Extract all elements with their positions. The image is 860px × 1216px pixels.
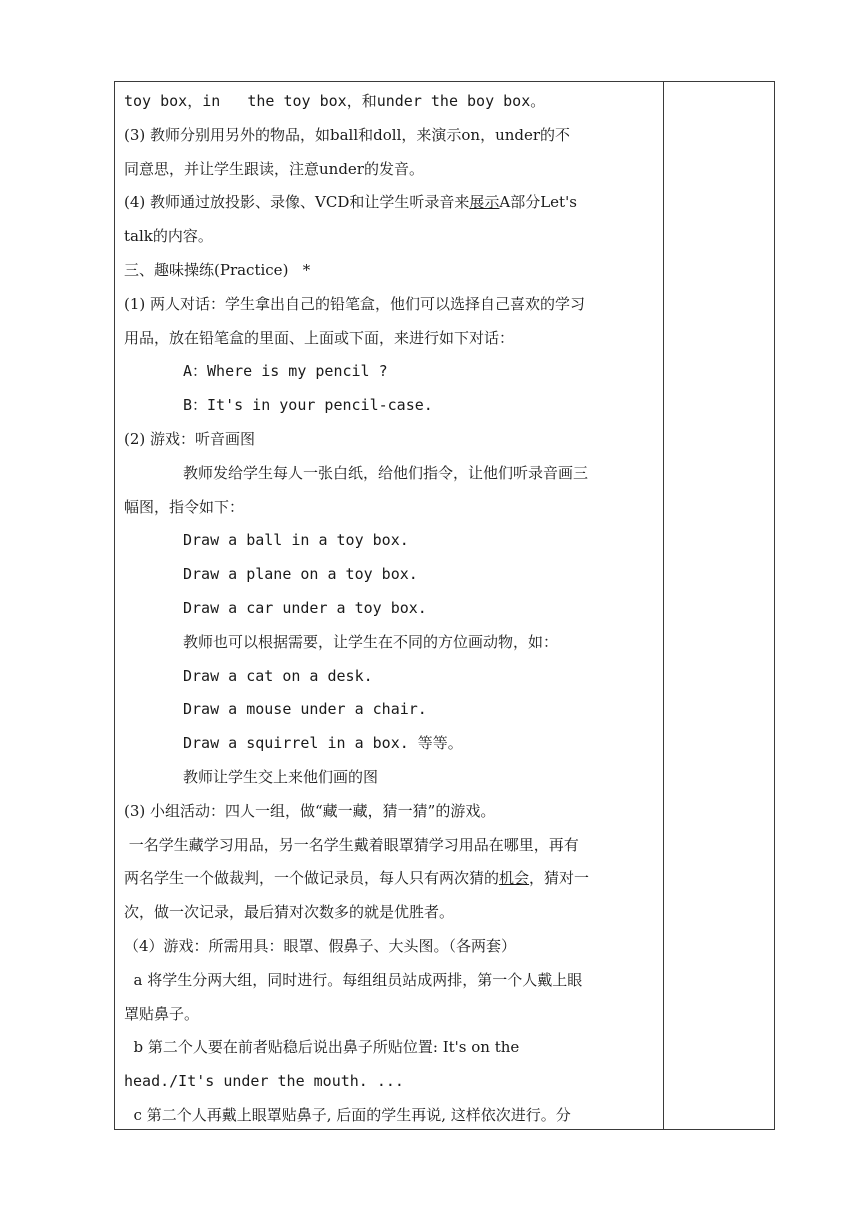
text-segment: A部分Let's <box>499 193 577 212</box>
text-line: c 第二个人再戴上眼罩贴鼻子, 后面的学生再说, 这样依次进行。分 <box>124 1105 571 1124</box>
column-divider <box>663 82 664 1129</box>
text-line: 教师让学生交上来他们画的图 <box>183 767 379 786</box>
text-line: talk的内容。 <box>124 227 213 246</box>
text-line: (3) 教师分别用另外的物品，如ball和doll，来演示on，under的不 <box>124 125 571 144</box>
text-line <box>124 186 656 220</box>
section-heading: 三、趣味操练(Practice) * <box>124 260 311 279</box>
instruction-line: Draw a squirrel in a box. 等等。 <box>183 734 463 753</box>
text-line <box>124 862 656 896</box>
text-line: b 第二个人要在前者贴稳后说出鼻子所贴位置: It's on the <box>124 1038 520 1057</box>
dialogue-line: A：Where is my pencil ? <box>183 362 388 381</box>
lesson-plan-table <box>114 81 775 1130</box>
text-line: a 将学生分两大组，同时进行。每组组员站成两排，第一个人戴上眼 <box>124 970 583 989</box>
instruction-line: Draw a cat on a desk. <box>183 666 373 685</box>
text-line: (1) 两人对话：学生拿出自己的铅笔盒，他们可以选择自己喜欢的学习 <box>124 294 586 313</box>
instruction-line: Draw a ball in a toy box. <box>183 531 409 550</box>
text-line: 一名学生藏学习用品，另一名学生戴着眼罩猜学习用品在哪里，再有 <box>124 835 579 854</box>
text-line: （4）游戏：所需用具：眼罩、假鼻子、大头图。（各两套） <box>124 936 517 955</box>
text-segment: (4) 教师通过放投影、录像、VCD和让学生听录音来 <box>124 193 470 212</box>
text-line: 教师发给学生每人一张白纸，给他们指令，让他们听录音画三 <box>183 463 589 482</box>
text-line: 幅图，指令如下： <box>124 497 245 516</box>
text-line: (2) 游戏：听音画图 <box>124 429 256 448</box>
text-line: 次，做一次记录，最后猜对次数多的就是优胜者。 <box>124 903 455 922</box>
text-line: 用品，放在铅笔盒的里面、上面或下面，来进行如下对话： <box>124 328 515 347</box>
instruction-line: Draw a plane on a toy box. <box>183 565 418 584</box>
text-segment: ，猜对一 <box>529 869 590 888</box>
text-line: toy box，in the toy box，和under the boy box。 <box>124 92 546 110</box>
instruction-line: Draw a car under a toy box. <box>183 598 427 617</box>
text-line: 罩贴鼻子。 <box>124 1004 200 1023</box>
lesson-content-cell <box>124 85 656 1133</box>
underlined-word: 展示 <box>469 193 500 212</box>
dialogue-line: B：It's in your pencil-case. <box>183 396 433 415</box>
text-segment: 两名学生一个做裁判，一个做记录员，每人只有两次猜的 <box>124 869 500 888</box>
text-line: 教师也可以根据需要，让学生在不同的方位画动物，如： <box>183 632 559 651</box>
text-line: head./It's under the mouth. ... <box>124 1072 404 1091</box>
underlined-word: 机会 <box>499 869 530 888</box>
text-line: 同意思，并让学生跟读，注意under的发音。 <box>124 159 424 178</box>
instruction-line: Draw a mouse under a chair. <box>183 700 427 719</box>
text-line: (3) 小组活动：四人一组，做“藏一藏，猜一猜”的游戏。 <box>124 801 496 820</box>
